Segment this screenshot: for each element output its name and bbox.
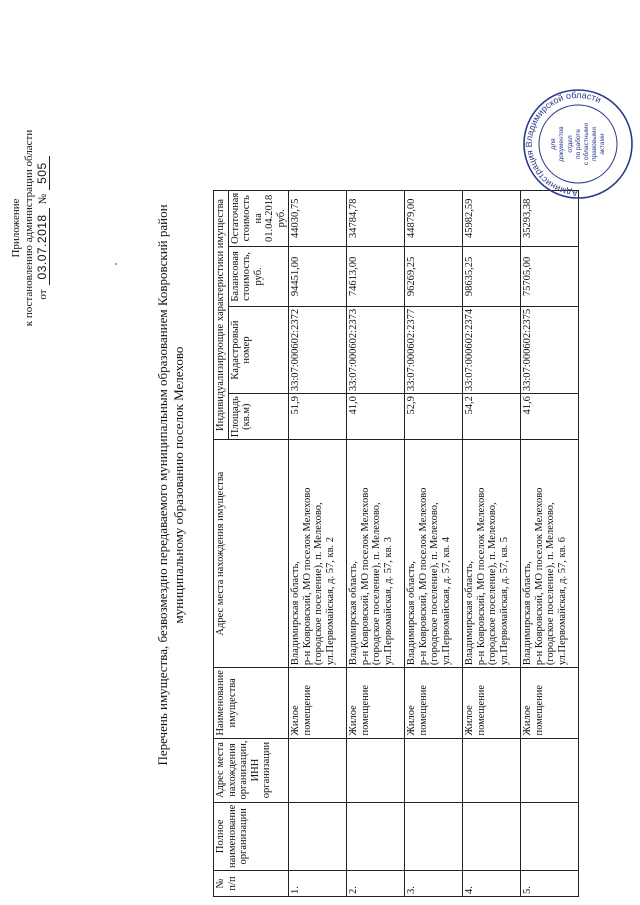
title-line-1: Перечень имущества, безвозмездно передаваемого муниципальным образованием Ковровский район bbox=[155, 204, 170, 766]
row-book-value: 96269,25 bbox=[405, 246, 463, 306]
appendix-decree-line: к постановлению администрации области bbox=[23, 129, 35, 327]
table-row-1 bbox=[289, 190, 347, 896]
row-address-line-1: Владимирская область, bbox=[406, 561, 417, 666]
row-address-line-4: ул.Первомайская, д. 57, кв. 3 bbox=[382, 536, 394, 666]
row-cadastral: 33:07:000602:2377 bbox=[405, 306, 463, 393]
row-item-name: Жилое помещение bbox=[463, 668, 521, 738]
svg-text:документов: документов bbox=[558, 126, 565, 162]
row-org-address bbox=[289, 738, 347, 802]
svg-text:для: для bbox=[550, 138, 557, 150]
title-line-2: муниципальному образованию поселок Мелехово bbox=[171, 346, 186, 624]
header-cadastral: Кадастровый номер bbox=[228, 306, 289, 393]
appendix-header bbox=[10, 18, 50, 438]
seal-ring-text: Администрация Владимирской области bbox=[523, 89, 603, 199]
row-item-address bbox=[405, 440, 463, 668]
header-org-name: Полное наименование организации bbox=[214, 802, 289, 870]
seal-center-text bbox=[550, 123, 606, 165]
svg-text:правовыми: правовыми bbox=[591, 127, 598, 161]
row-residual-value: 44030,75 bbox=[289, 190, 347, 246]
row-address-line-2: р-н Ковровский, МО поселок Мелехово bbox=[301, 487, 313, 666]
svg-text:актами: актами bbox=[599, 133, 606, 155]
row-area: 41,6 bbox=[521, 394, 579, 440]
svg-text:отдел: отдел bbox=[567, 135, 574, 153]
row-org-name bbox=[289, 802, 347, 870]
row-address-line-1: Владимирская область, bbox=[522, 561, 533, 666]
row-item-name: Жилое помещение bbox=[521, 668, 579, 738]
row-address-line-2: р-н Ковровский, МО поселок Мелехово bbox=[359, 487, 371, 666]
row-residual-value: 44879,00 bbox=[405, 190, 463, 246]
row-cadastral: 33:07:000602:2375 bbox=[521, 306, 579, 393]
row-num: 4. bbox=[463, 871, 521, 897]
row-area: 52,9 bbox=[405, 394, 463, 440]
table-row-2 bbox=[347, 190, 405, 896]
header-num: № п/п bbox=[214, 871, 289, 897]
svg-text:с областными: с областными bbox=[583, 122, 590, 166]
row-address-line-4: ул.Первомайская, д. 57, кв. 5 bbox=[498, 536, 510, 666]
row-org-name bbox=[347, 802, 405, 870]
row-org-address bbox=[521, 738, 579, 802]
row-item-name: Жилое помещение bbox=[405, 668, 463, 738]
row-item-name: Жилое помещение bbox=[347, 668, 405, 738]
scan-speck bbox=[115, 263, 117, 265]
number-sign: № bbox=[37, 193, 49, 205]
row-num: 1. bbox=[289, 871, 347, 897]
row-item-address bbox=[463, 440, 521, 668]
row-residual-value: 34784,78 bbox=[347, 190, 405, 246]
appendix-date-number-line bbox=[36, 18, 50, 438]
header-item-name: Наименование имущества bbox=[214, 668, 289, 738]
row-num: 3. bbox=[405, 871, 463, 897]
row-address-line-2: р-н Ковровский, МО поселок Мелехово bbox=[417, 487, 429, 666]
row-org-address bbox=[405, 738, 463, 802]
row-org-name bbox=[521, 802, 579, 870]
row-book-value: 74613,00 bbox=[347, 246, 405, 306]
row-org-address bbox=[463, 738, 521, 802]
table-body bbox=[289, 190, 579, 896]
header-residual-value: Остаточная стоимость на 01.04.2018 руб. bbox=[228, 190, 289, 246]
header-org-address: Адрес места нахождения организации, ИНН организации bbox=[214, 738, 289, 802]
row-address-line-3: (городское поселение), п. Мелехово, bbox=[313, 502, 324, 666]
row-address-line-4: ул.Первомайская, д. 57, кв. 4 bbox=[440, 536, 452, 666]
row-book-value: 75705,00 bbox=[521, 246, 579, 306]
row-residual-value: 35293,38 bbox=[521, 190, 579, 246]
row-address-line-3: (городское поселение), п. Мелехово, bbox=[429, 502, 440, 666]
table-row-5 bbox=[521, 190, 579, 896]
row-address-line-1: Владимирская область, bbox=[464, 561, 475, 666]
header-characteristics: Индивидуализирующие характеристики имущества bbox=[214, 190, 229, 439]
row-address-line-3: (городское поселение), п. Мелехово, bbox=[545, 502, 556, 666]
row-address-line-4: ул.Первомайская, д. 57, кв. 2 bbox=[324, 536, 336, 666]
header-area: Площадь (кв.м) bbox=[228, 394, 289, 440]
row-org-address bbox=[347, 738, 405, 802]
row-area: 41,0 bbox=[347, 394, 405, 440]
row-residual-value: 45982,59 bbox=[463, 190, 521, 246]
decree-date: 03.07.2018 bbox=[36, 208, 50, 285]
row-address-line-2: р-н Ковровский, МО поселок Мелехово bbox=[475, 487, 487, 666]
header-book-value: Балансовая стоимость, руб. bbox=[228, 246, 289, 306]
row-address-line-3: (городское поселение), п. Мелехово, bbox=[487, 502, 498, 666]
row-area: 54,2 bbox=[463, 394, 521, 440]
document-title bbox=[155, 125, 187, 845]
row-num: 2. bbox=[347, 871, 405, 897]
row-item-address bbox=[347, 440, 405, 668]
row-item-address bbox=[289, 440, 347, 668]
row-cadastral: 33:07:000602:2374 bbox=[463, 306, 521, 393]
svg-text:по работе: по работе bbox=[575, 129, 582, 159]
row-item-address bbox=[521, 440, 579, 668]
official-seal bbox=[522, 88, 634, 200]
row-num: 5. bbox=[521, 871, 579, 897]
table-row-4 bbox=[463, 190, 521, 896]
row-item-name: Жилое помещение bbox=[289, 668, 347, 738]
table-row-3 bbox=[405, 190, 463, 896]
row-cadastral: 33:07:000602:2372 bbox=[289, 306, 347, 393]
row-address-line-1: Владимирская область, bbox=[290, 561, 301, 666]
property-table bbox=[213, 190, 579, 897]
row-org-name bbox=[463, 802, 521, 870]
row-org-name bbox=[405, 802, 463, 870]
row-book-value: 94451,00 bbox=[289, 246, 347, 306]
table-header-row bbox=[214, 190, 229, 896]
row-address-line-2: р-н Ковровский, МО поселок Мелехово bbox=[533, 487, 545, 666]
decree-number: 505 bbox=[36, 156, 50, 190]
row-area: 51,9 bbox=[289, 394, 347, 440]
row-address-line-1: Владимирская область, bbox=[348, 561, 359, 666]
appendix-from-label: от bbox=[37, 289, 49, 300]
row-address-line-3: (городское поселение), п. Мелехово, bbox=[371, 502, 382, 666]
header-item-address: Адрес места нахождения имущества bbox=[214, 440, 289, 668]
row-cadastral: 33:07:000602:2373 bbox=[347, 306, 405, 393]
row-address-line-4: ул.Первомайская, д. 57, кв. 6 bbox=[556, 536, 568, 666]
appendix-title: Приложение bbox=[10, 198, 22, 258]
row-book-value: 98635,25 bbox=[463, 246, 521, 306]
